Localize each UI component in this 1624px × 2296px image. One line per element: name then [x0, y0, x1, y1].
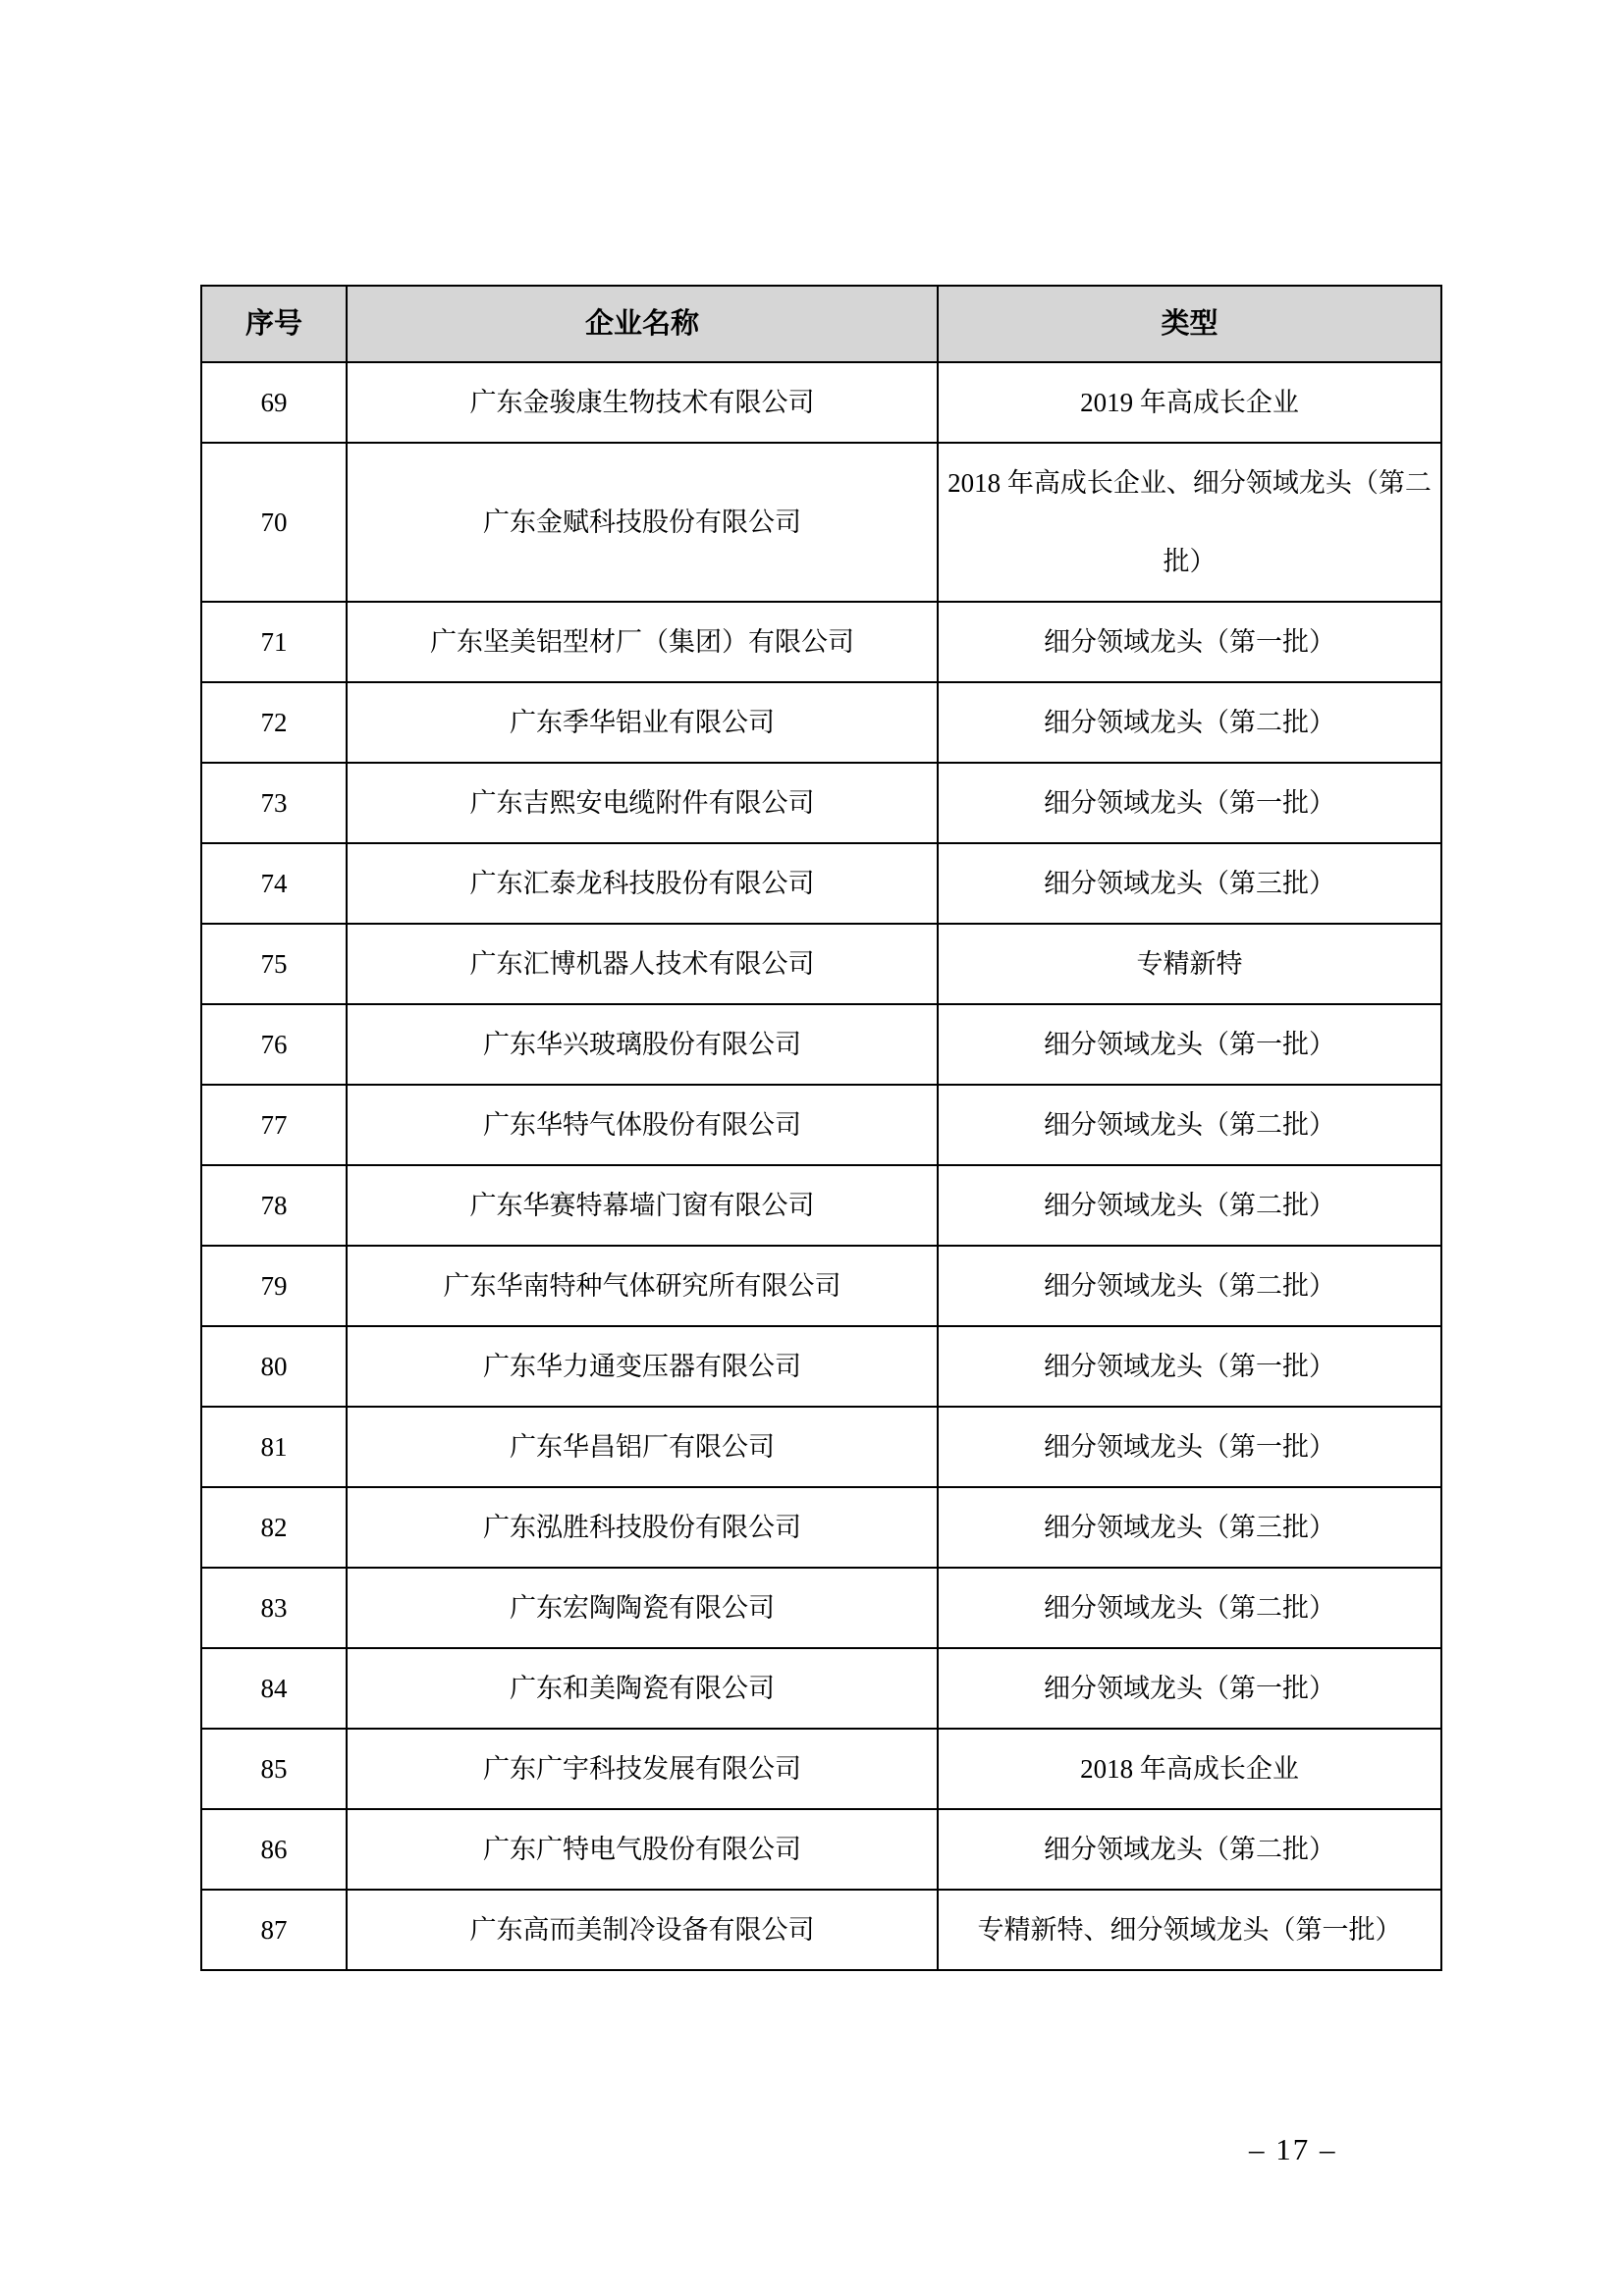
serial-cell: 76 — [201, 1004, 347, 1085]
serial-cell: 74 — [201, 843, 347, 924]
table-row — [201, 1890, 1441, 1970]
serial-cell: 85 — [201, 1729, 347, 1809]
table-row — [201, 1407, 1441, 1487]
type-cell: 2019 年高成长企业 — [938, 362, 1441, 443]
company-name-cell: 广东泓胜科技股份有限公司 — [347, 1487, 938, 1568]
type-cell: 细分领域龙头（第一批） — [938, 763, 1441, 843]
serial-cell: 72 — [201, 682, 347, 763]
type-cell: 细分领域龙头（第三批） — [938, 1487, 1441, 1568]
type-cell: 专精新特、细分领域龙头（第一批） — [938, 1890, 1441, 1970]
company-name-cell: 广东广宇科技发展有限公司 — [347, 1729, 938, 1809]
type-cell: 细分领域龙头（第一批） — [938, 1004, 1441, 1085]
serial-cell: 69 — [201, 362, 347, 443]
table-row — [201, 602, 1441, 682]
table-row — [201, 1648, 1441, 1729]
type-cell: 细分领域龙头（第二批） — [938, 1085, 1441, 1165]
company-name-cell: 广东华力通变压器有限公司 — [347, 1326, 938, 1407]
company-name-cell: 广东和美陶瓷有限公司 — [347, 1648, 938, 1729]
table-row — [201, 924, 1441, 1004]
type-cell: 专精新特 — [938, 924, 1441, 1004]
company-name-cell: 广东华南特种气体研究所有限公司 — [347, 1246, 938, 1326]
type-cell: 细分领域龙头（第一批） — [938, 602, 1441, 682]
company-name-cell: 广东季华铝业有限公司 — [347, 682, 938, 763]
type-cell: 细分领域龙头（第二批） — [938, 1809, 1441, 1890]
company-name-cell: 广东广特电气股份有限公司 — [347, 1809, 938, 1890]
table-row — [201, 1809, 1441, 1890]
type-cell: 细分领域龙头（第一批） — [938, 1407, 1441, 1487]
serial-cell: 75 — [201, 924, 347, 1004]
serial-cell: 73 — [201, 763, 347, 843]
table-row — [201, 1568, 1441, 1648]
company-name-cell: 广东宏陶陶瓷有限公司 — [347, 1568, 938, 1648]
company-name-cell: 广东华昌铝厂有限公司 — [347, 1407, 938, 1487]
company-name-cell: 广东坚美铝型材厂（集团）有限公司 — [347, 602, 938, 682]
type-cell: 细分领域龙头（第一批） — [938, 1326, 1441, 1407]
table-body — [201, 362, 1441, 1970]
serial-cell: 79 — [201, 1246, 347, 1326]
company-name-cell: 广东吉熙安电缆附件有限公司 — [347, 763, 938, 843]
table-row — [201, 1326, 1441, 1407]
page-number: – 17 – — [1249, 2132, 1337, 2166]
table-row — [201, 843, 1441, 924]
serial-cell: 71 — [201, 602, 347, 682]
company-name-cell: 广东华特气体股份有限公司 — [347, 1085, 938, 1165]
company-name-cell: 广东华赛特幕墙门窗有限公司 — [347, 1165, 938, 1246]
serial-cell: 84 — [201, 1648, 347, 1729]
serial-cell: 70 — [201, 443, 347, 602]
company-name-cell: 广东金骏康生物技术有限公司 — [347, 362, 938, 443]
table-row — [201, 1165, 1441, 1246]
type-cell: 细分领域龙头（第二批） — [938, 682, 1441, 763]
serial-cell: 86 — [201, 1809, 347, 1890]
table-row — [201, 1729, 1441, 1809]
table-row — [201, 443, 1441, 602]
table-row — [201, 1085, 1441, 1165]
type-cell: 细分领域龙头（第二批） — [938, 1165, 1441, 1246]
type-cell: 细分领域龙头（第二批） — [938, 1568, 1441, 1648]
type-cell: 2018 年高成长企业 — [938, 1729, 1441, 1809]
serial-cell: 81 — [201, 1407, 347, 1487]
type-cell: 细分领域龙头（第一批） — [938, 1648, 1441, 1729]
type-cell: 细分领域龙头（第二批） — [938, 1246, 1441, 1326]
header-row — [201, 286, 1441, 362]
type-cell: 细分领域龙头（第三批） — [938, 843, 1441, 924]
company-name-cell: 广东高而美制冷设备有限公司 — [347, 1890, 938, 1970]
serial-cell: 77 — [201, 1085, 347, 1165]
type-cell: 2018 年高成长企业、细分领域龙头（第二批） — [938, 443, 1441, 602]
table-row — [201, 1487, 1441, 1568]
serial-cell: 83 — [201, 1568, 347, 1648]
serial-cell: 78 — [201, 1165, 347, 1246]
company-type-table — [200, 285, 1442, 1971]
table-row — [201, 362, 1441, 443]
table-row — [201, 1004, 1441, 1085]
company-name-cell: 广东汇泰龙科技股份有限公司 — [347, 843, 938, 924]
table-row — [201, 763, 1441, 843]
header-type: 类型 — [938, 286, 1441, 362]
table-row — [201, 1246, 1441, 1326]
header-company-name: 企业名称 — [347, 286, 938, 362]
company-name-cell: 广东金赋科技股份有限公司 — [347, 443, 938, 602]
serial-cell: 87 — [201, 1890, 347, 1970]
serial-cell: 80 — [201, 1326, 347, 1407]
serial-cell: 82 — [201, 1487, 347, 1568]
company-name-cell: 广东汇博机器人技术有限公司 — [347, 924, 938, 1004]
header-serial-number: 序号 — [201, 286, 347, 362]
table-row — [201, 682, 1441, 763]
company-name-cell: 广东华兴玻璃股份有限公司 — [347, 1004, 938, 1085]
